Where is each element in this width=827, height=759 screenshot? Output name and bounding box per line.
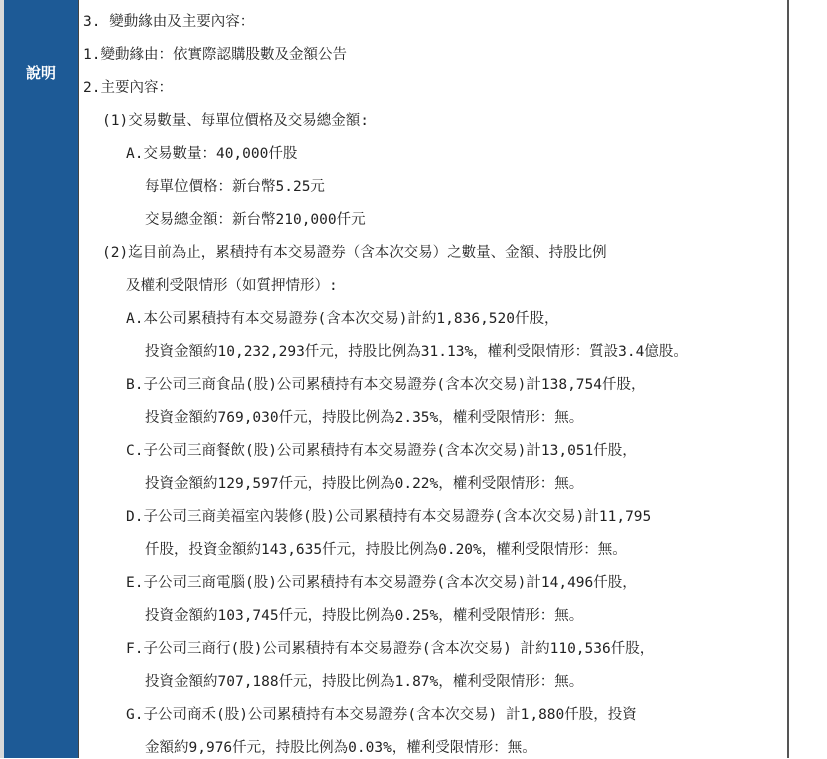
right-gutter <box>789 0 827 758</box>
item-1-heading: (1)交易數量、每單位價格及交易總金額: <box>102 113 369 129</box>
section-heading: 3. 變動緣由及主要內容： <box>83 14 255 30</box>
description-label: 說明 <box>25 64 56 82</box>
holding-c: C.子公司三商餐飲(股)公司累積持有本交易證券(含本次交易)計13,051仟股， <box>126 443 637 459</box>
item-2-heading: (2)迄目前為止，累積持有本交易證券（含本次交易）之數量、金額、持股比例 <box>102 245 607 261</box>
holding-e: E.子公司三商電腦(股)公司累積持有本交易證券(含本次交易)計14,496仟股， <box>126 575 637 591</box>
holding-g-detail: 金額約9,976仟元，持股比例為0.03%，權利受限情形：無。 <box>145 740 537 756</box>
description-content <box>79 0 787 758</box>
holding-f-detail: 投資金額約707,188仟元，持股比例為1.87%，權利受限情形：無。 <box>145 674 584 690</box>
holding-d: D.子公司三商美福室內裝修(股)公司累積持有本交易證券(含本次交易)計11,795 <box>126 509 652 525</box>
holding-b: B.子公司三商食品(股)公司累積持有本交易證券(含本次交易)計138,754仟股， <box>126 377 646 393</box>
holding-f: F.子公司三商行(股)公司累積持有本交易證券(含本次交易) 計約110,536仟股， <box>126 641 655 657</box>
total-amount: 交易總金額：新台幣210,000仟元 <box>145 212 366 228</box>
holding-b-detail: 投資金額約769,030仟元，持股比例為2.35%，權利受限情形：無。 <box>145 410 584 426</box>
holding-g: G.子公司商禾(股)公司累積持有本交易證券(含本次交易) 計1,880仟股，投資 <box>126 707 637 723</box>
label-cell <box>4 0 79 758</box>
unit-price: 每單位價格：新台幣5.25元 <box>145 179 325 195</box>
holding-a-detail: 投資金額約10,232,293仟元，持股比例為31.13%，權利受限情形：質設3.4億股。 <box>145 344 688 360</box>
holding-c-detail: 投資金額約129,597仟元，持股比例為0.22%，權利受限情形：無。 <box>145 476 584 492</box>
holding-d-detail: 仟股，投資金額約143,635仟元，持股比例為0.20%，權利受限情形：無。 <box>145 542 627 558</box>
trade-quantity: A.交易數量：40,000仟股 <box>126 146 298 162</box>
item-2-heading-cont: 及權利受限情形（如質押情形）: <box>126 278 338 294</box>
main-content-heading: 2.主要內容： <box>83 80 173 96</box>
holding-e-detail: 投資金額約103,745仟元，持股比例為0.25%，權利受限情形：無。 <box>145 608 584 624</box>
holding-a: A.本公司累積持有本交易證券(含本次交易)計約1,836,520仟股， <box>126 311 559 327</box>
reason-line: 1.變動緣由：依實際認購股數及金額公告 <box>83 47 347 63</box>
